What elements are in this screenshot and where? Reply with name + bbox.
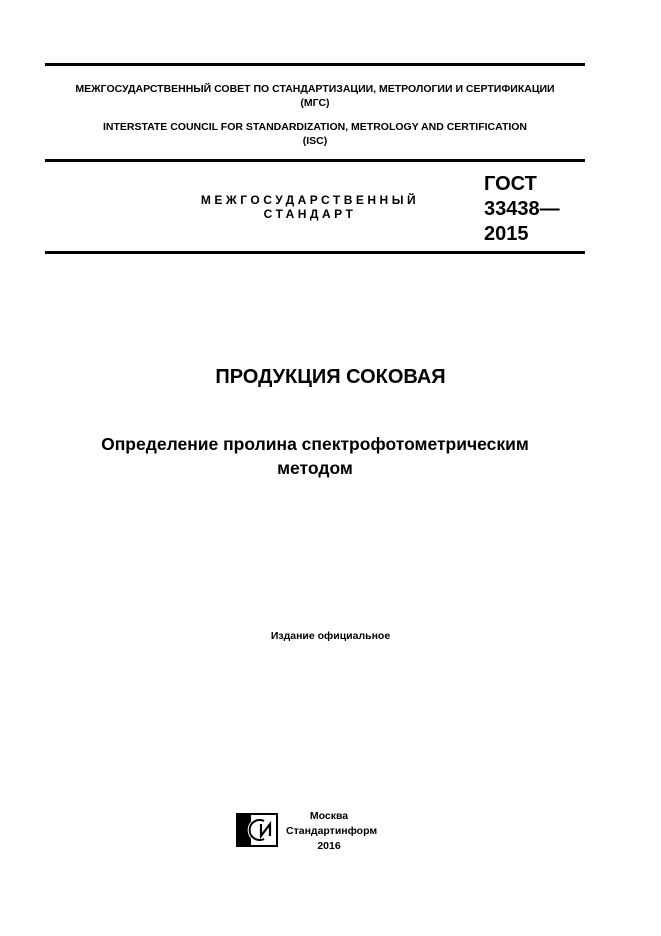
council-ru [45, 82, 585, 110]
standartinform-logo-icon [234, 812, 280, 848]
middle-rule [45, 159, 585, 162]
council-en-abbr: (ISC) [302, 135, 328, 147]
council-ru-name: МЕЖГОСУДАРСТВЕННЫЙ СОВЕТ ПО СТАНДАРТИЗАЦИИ, МЕТРОЛОГИИ И СЕРТИФИКАЦИИ [75, 83, 555, 95]
subtitle-line1: Определение пролина спектрофотометрическим [101, 434, 529, 454]
gost-line3: 2015 [484, 223, 529, 245]
bottom-rule [45, 251, 585, 254]
gost-designation [484, 172, 560, 247]
top-rule [45, 63, 585, 66]
gost-line2: 33438— [484, 198, 560, 220]
council-ru-abbr: (МГС) [300, 97, 330, 109]
council-en [45, 120, 585, 148]
standard-type-line2: СТАНДАРТ [263, 207, 357, 221]
standard-type-label [160, 193, 460, 221]
document-subtitle [45, 432, 585, 480]
council-en-name: INTERSTATE COUNCIL FOR STANDARDIZATION, METROLOGY AND CERTIFICATION [102, 121, 528, 133]
publisher-block [286, 809, 378, 854]
standard-type-line1: МЕЖГОСУДАРСТВЕННЫЙ [200, 193, 420, 207]
subtitle-line2: методом [277, 458, 353, 478]
publisher-year: 2016 [317, 840, 341, 852]
document-title: ПРОДУКЦИЯ СОКОВАЯ [215, 366, 446, 388]
publisher-name: Стандартинформ [286, 825, 378, 837]
edition-label: Издание официальное [270, 630, 391, 642]
gost-line1: ГОСТ [484, 173, 537, 195]
publisher-city: Москва [309, 810, 349, 822]
